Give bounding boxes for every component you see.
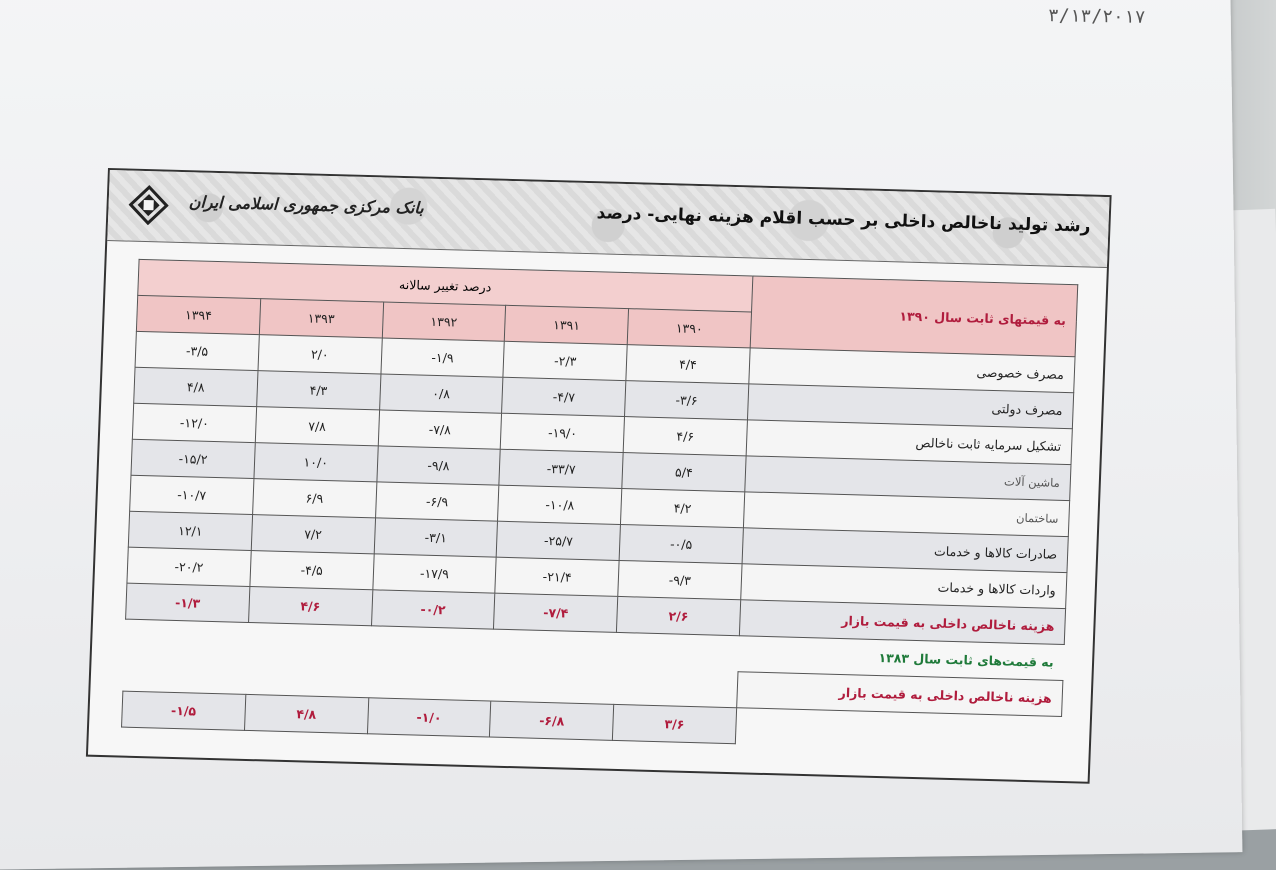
row-label: ساختمان [743,492,1069,537]
table-cell: ۷/۲ [251,515,375,554]
table-cell: -۴/۵ [250,551,374,590]
row-label: هزینه ناخالص داخلی به قیمت بازار [739,600,1065,645]
table-cell: -۱/۹ [380,338,504,377]
year-header: ۱۳۹۳ [259,299,383,338]
table-cell: -۱/۳ [126,583,250,622]
row-label: ماشین آلات [745,456,1071,501]
handwritten-date: ۳/۱۳/۲۰۱۷ [1048,5,1147,28]
table-cell: -۶/۹ [375,482,499,521]
table-cell: -۶/۸ [490,701,614,740]
table-cell: ۴/۴ [626,345,750,384]
document-title: رشد تولید ناخالص داخلی بر حسب اقلام هزینه نهایی- درصد [596,203,1091,237]
table-cell: ۲/۶ [616,596,740,635]
table-cell: -۹/۳ [618,560,742,599]
gdp-growth-table [121,259,1078,753]
printed-document [86,168,1112,784]
table-cell: -۳/۱ [374,518,498,557]
year-header: ۱۳۹۰ [627,309,751,348]
table-cell: -۱۷/۹ [372,554,496,593]
table-cell: ۲/۰ [258,335,382,374]
table-cell: -۹/۸ [376,446,500,485]
table-cell: ۵/۴ [622,453,746,492]
table-cell: ۴/۳ [256,371,380,410]
central-bank-logo-icon [128,185,169,226]
table-cell: ۴/۶ [248,586,372,625]
table-cell: ۱۰/۰ [254,443,378,482]
table-cell: -۱/۰ [367,698,491,737]
table-cell: ۴/۶ [623,417,747,456]
table-cell: -۱۰/۸ [498,485,622,524]
table-cell: -۴/۷ [502,377,626,416]
table-cell: -۷/۸ [378,410,502,449]
table-cell: ۱۲/۱ [128,511,252,550]
row-label: هزینه ناخالص داخلی به قیمت بازار [736,672,1062,717]
year-header: ۱۳۹۱ [505,305,629,344]
table-cell: ۷/۸ [255,407,379,446]
table-cell: -۰/۵ [619,524,743,563]
row-label: واردات کالاها و خدمات [741,564,1067,609]
group-header: درصد تغییر سالانه [138,259,753,312]
table-cell: -۱۹/۰ [501,413,625,452]
table-cell: ۴/۸ [244,694,368,733]
year-header: ۱۳۹۴ [136,295,260,334]
year-header: ۱۳۹۲ [382,302,506,341]
section-label-1383: به قیمت‌های ثابت سال ۱۳۸۳ [878,650,1054,670]
section-label-1390: به قیمتهای ثابت سال ۱۳۹۰ [750,276,1078,357]
table-cell: -۱۵/۲ [131,439,255,478]
table-cell: -۷/۴ [494,593,618,632]
table-cell: -۱۲/۰ [132,403,256,442]
table-cell: -۰/۲ [371,590,495,629]
table-cell: ۴/۲ [621,489,745,528]
row-label: صادرات کالاها و خدمات [742,528,1068,573]
table-cell: -۲۵/۷ [496,521,620,560]
table-cell: ۴/۸ [134,367,258,406]
table-cell: -۱/۵ [122,691,246,730]
table-cell: -۲۰/۲ [127,547,251,586]
table-cell: -۳/۶ [625,381,749,420]
table-cell: ۰/۸ [379,374,503,413]
table-cell: -۳/۵ [135,331,259,370]
table-cell: -۳۳/۷ [499,449,623,488]
table-cell: -۲/۳ [503,341,627,380]
table-cell: ۳/۶ [612,704,736,743]
table-cell: -۲۱/۴ [495,557,619,596]
table-cell: -۱۰/۷ [130,475,254,514]
row-label: مصرف دولتی [747,384,1073,429]
row-label: مصرف خصوصی [749,348,1075,393]
bank-name: بانک مرکزی جمهوری اسلامی ایران [188,192,425,218]
row-label: تشکیل سرمایه ثابت ناخالص [746,420,1072,465]
table-cell: ۶/۹ [252,479,376,518]
